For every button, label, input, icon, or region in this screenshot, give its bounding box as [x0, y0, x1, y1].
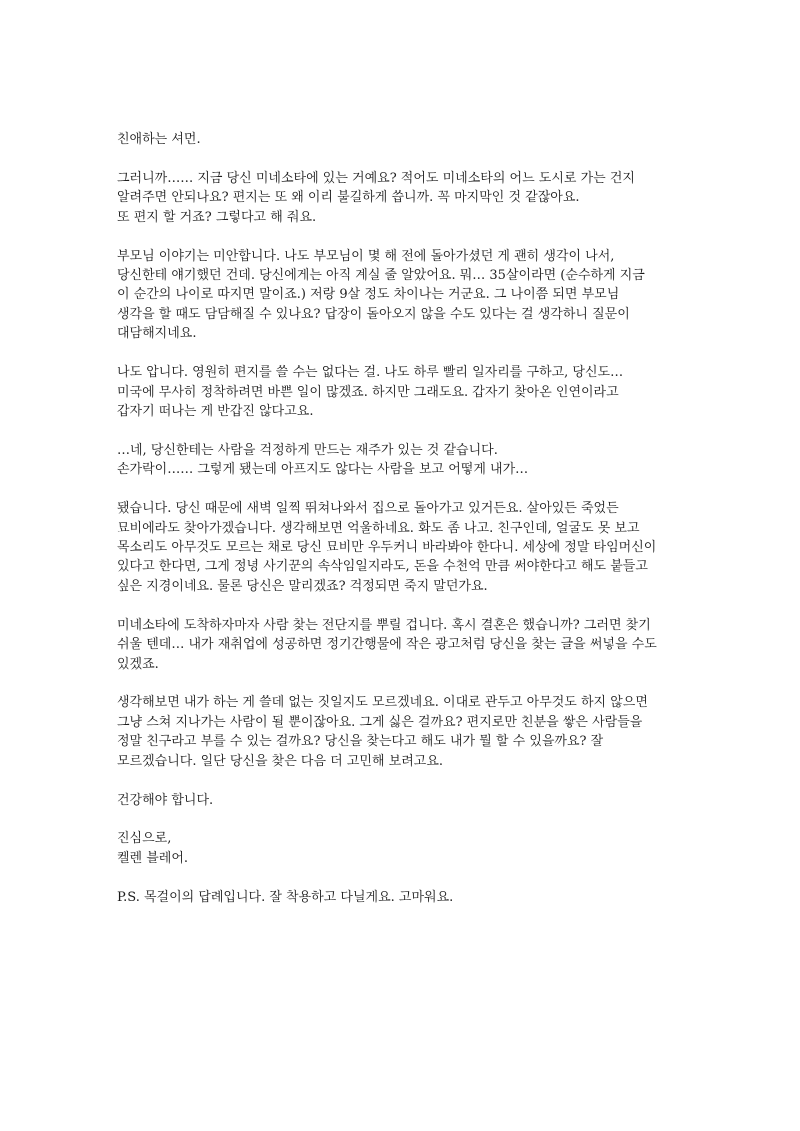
text-line: 생각해보면 내가 하는 게 쓸데 없는 짓일지도 모르겠네요. 이대로 관두고 아무것도 하지 않으면	[117, 695, 648, 711]
text-line: P.S. 목걸이의 답례입니다. 잘 착용하고 다닐게요. 고마워요.	[117, 889, 454, 905]
text-line: 당신한테 얘기했던 건데. 당신에게는 아직 계실 줄 알았어요. 뭐… 35살이라면 (순수하게 지금	[117, 268, 645, 284]
text-line: 생각을 할 때도 담담해질 수 있나요? 답장이 돌아오지 않을 수도 있다는 걸 생각하니 질문이	[117, 306, 630, 322]
text-line: 그냥 스쳐 지나가는 사람이 될 뿐이잖아요. 그게 싫은 걸까요? 편지로만 친분을 쌓은 사람들을	[117, 714, 643, 730]
paragraph-flyers	[117, 616, 697, 674]
paragraph-parents	[117, 247, 697, 344]
text-line: 있다고 한다면, 그게 정녕 사기꾼의 속삭임일지라도, 돈을 수천억 만큼 써야한다고 해도 붙들고	[117, 559, 648, 575]
postscript	[117, 888, 697, 907]
paragraph-stay-healthy	[117, 791, 697, 810]
text-line: 정말 친구라고 부를 수 있는 걸까요? 당신을 찾는다고 해도 내가 뭘 할 수 있을까요? 잘	[117, 734, 604, 750]
text-line: 미국에 무사히 정착하려면 바쁜 일이 많겠죠. 하지만 그래도요. 갑자기 찾아온 인연이라고	[117, 384, 619, 400]
closing: 진심으로,	[117, 831, 172, 847]
text-line: 목소리도 아무것도 모르는 채로 당신 묘비만 우두커니 바라봐야 한다니. 세상에 정말 타임머신이	[117, 540, 657, 555]
salutation	[117, 130, 697, 149]
text-line: 또 편지 할 거죠? 그렇다고 해 줘요.	[117, 209, 317, 225]
text-line: 됐습니다. 당신 때문에 새벽 일찍 뛰쳐나와서 집으로 돌아가고 있거든요. 살아있든 죽었든	[117, 501, 619, 517]
text-line: 싶은 지경이네요. 물론 당신은 말리겠죠? 걱정되면 죽지 말던가요.	[117, 578, 488, 594]
text-line: 갑자기 떠나는 게 반갑진 않다고요.	[117, 403, 314, 419]
signer-name: 켈렌 블레어.	[117, 850, 189, 866]
text-line: 알려주면 안되나요? 편지는 또 왜 이리 불길하게 씁니까. 꼭 마지막인 것 같잖아요.	[117, 190, 580, 206]
text-line: 미네소타에 도착하자마자 사람 찾는 전단지를 뿌릴 겁니다. 혹시 결혼은 했습니까? 그러면 찾기	[117, 617, 651, 633]
text-line: 묘비에라도 찾아가겠습니다. 생각해보면 억울하네요. 화도 좀 나고. 친구인데, 얼굴도 못 보고	[117, 520, 640, 536]
text-line: 건강해야 합니다.	[117, 792, 214, 808]
signature-block	[117, 829, 697, 868]
paragraph-reflection	[117, 693, 697, 771]
text-line: 나도 압니다. 영원히 편지를 쓸 수는 없다는 걸. 나도 하루 빨리 일자리를 구하고, 당신도…	[117, 365, 624, 381]
letter-body	[117, 130, 697, 927]
text-line: 그러니까…… 지금 당신 미네소타에 있는 거예요? 적어도 미네소타의 어느 도시로 가는 건지	[117, 170, 635, 186]
text-line: 모르겠습니다. 일단 당신을 찾은 다음 더 고민해 보려고요.	[117, 753, 444, 769]
text-line: 부모님 이야기는 미안합니다. 나도 부모님이 몇 해 전에 돌아가셨던 게 괜히 생각이 나서,	[117, 248, 615, 264]
text-line: 손가락이…… 그렇게 됐는데 아프지도 않다는 사람을 보고 어떻게 내가…	[117, 462, 529, 478]
text-line: 이 순간의 나이로 따지면 말이죠.) 저랑 9살 정도 차이나는 거군요. 그 나이쯤 되면 부모님	[117, 287, 620, 303]
paragraph-i-know	[117, 363, 697, 421]
text-line: 있겠죠.	[117, 656, 159, 672]
text-line: 친애하는 셔먼.	[117, 132, 201, 147]
paragraph-minnesota-question	[117, 169, 697, 227]
text-line: …네, 당신한테는 사람을 걱정하게 만드는 재주가 있는 것 같습니다.	[117, 442, 498, 458]
text-line: 쉬울 텐데… 내가 재취업에 성공하면 정기간행물에 작은 광고처럼 당신을 찾는 글을 써넣을 수도	[117, 637, 657, 653]
paragraph-worry	[117, 441, 697, 480]
paragraph-going-home	[117, 499, 697, 596]
text-line: 대담해지네요.	[117, 326, 197, 342]
